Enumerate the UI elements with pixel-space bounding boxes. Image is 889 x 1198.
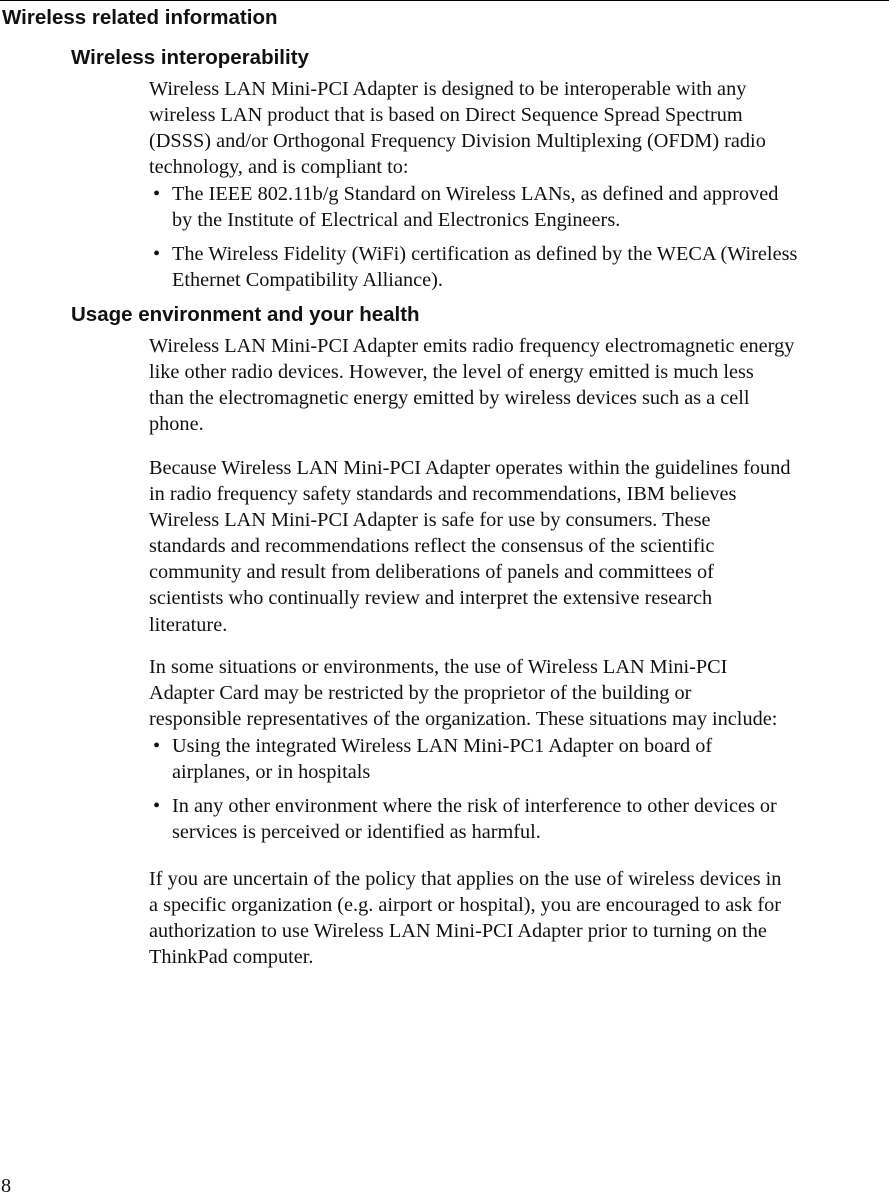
text-line: In some situations or environments, the use of Wireless LAN Mini-PCI: [149, 656, 728, 678]
text-line: (DSSS) and/or Orthogonal Frequency Division Multiplexing (OFDM) radio: [149, 130, 766, 153]
health-paragraph-3: [149, 654, 889, 732]
text-line: Because Wireless LAN Mini-PCI Adapter operates within the guidelines found: [149, 457, 791, 479]
text-line: Wireless LAN Mini-PCI Adapter emits radio frequency electromagnetic energy: [149, 335, 795, 357]
text-line: Wireless LAN Mini-PCI Adapter is designed to be interoperable with any: [149, 78, 747, 100]
text-line: Using the integrated Wireless LAN Mini-PC1 Adapter on board of: [172, 735, 713, 757]
text-line: airplanes, or in hospitals: [172, 761, 371, 784]
list-item: [149, 793, 889, 845]
bullet-icon: •: [153, 795, 161, 818]
text-line: wireless LAN product that is based on Direct Sequence Spread Spectrum: [149, 104, 743, 127]
interoperability-bullet-list: [149, 181, 889, 301]
text-line: authorization to use Wireless LAN Mini-PCI Adapter prior to turning on the: [149, 920, 767, 943]
text-line: literature.: [149, 613, 228, 636]
bullet-icon: •: [153, 735, 161, 757]
text-line: like other radio devices. However, the level of energy emitted is much less: [149, 361, 754, 384]
health-paragraph-4: [149, 866, 889, 970]
text-line: The IEEE 802.11b/g Standard on Wireless LANs, as defined and approved: [172, 183, 779, 205]
bullet-icon: •: [153, 243, 161, 266]
text-line: than the electromagnetic energy emitted by wireless devices such as a cell: [149, 387, 750, 410]
text-line: standards and recommendations reflect the consensus of the scientific: [149, 535, 715, 558]
list-item: [149, 241, 889, 293]
text-line: In any other environment where the risk of interference to other devices or: [172, 795, 777, 818]
text-line: a specific organization (e.g. airport or hospital), you are encouraged to ask for: [149, 894, 782, 917]
health-bullet-list: [149, 733, 889, 853]
health-paragraph-1: [149, 333, 889, 437]
text-line: technology, and is compliant to:: [149, 156, 409, 179]
top-rule: [0, 0, 889, 1]
text-line: responsible representatives of the organization. These situations may include:: [149, 708, 778, 731]
text-line: by the Institute of Electrical and Electronics Engineers.: [172, 209, 621, 232]
health-heading: Usage environment and your health: [71, 303, 420, 326]
bullet-icon: •: [153, 183, 161, 205]
text-line: phone.: [149, 413, 204, 436]
text-line: ThinkPad computer.: [149, 946, 314, 969]
text-line: Adapter Card may be restricted by the proprietor of the building or: [149, 682, 692, 705]
health-paragraph-2: [149, 455, 889, 638]
text-line: scientists who continually review and interpret the extensive research: [149, 587, 713, 610]
section-title: Wireless related information: [2, 6, 278, 29]
list-item: [149, 181, 889, 233]
list-item: [149, 733, 889, 785]
text-line: services is perceived or identified as harmful.: [172, 821, 541, 844]
text-line: Ethernet Compatibility Alliance).: [172, 269, 443, 292]
text-line: Wireless LAN Mini-PCI Adapter is safe for use by consumers. These: [149, 509, 711, 532]
page-number: 8: [1, 1175, 12, 1197]
interoperability-intro: [149, 76, 889, 180]
text-line: If you are uncertain of the policy that applies on the use of wireless devices in: [149, 868, 782, 890]
interoperability-heading: Wireless interoperability: [71, 46, 309, 69]
text-line: community and result from deliberations of panels and committees of: [149, 561, 714, 584]
text-line: The Wireless Fidelity (WiFi) certification as defined by the WECA (Wireless: [172, 243, 798, 266]
text-line: in radio frequency safety standards and recommendations, IBM believes: [149, 483, 737, 506]
